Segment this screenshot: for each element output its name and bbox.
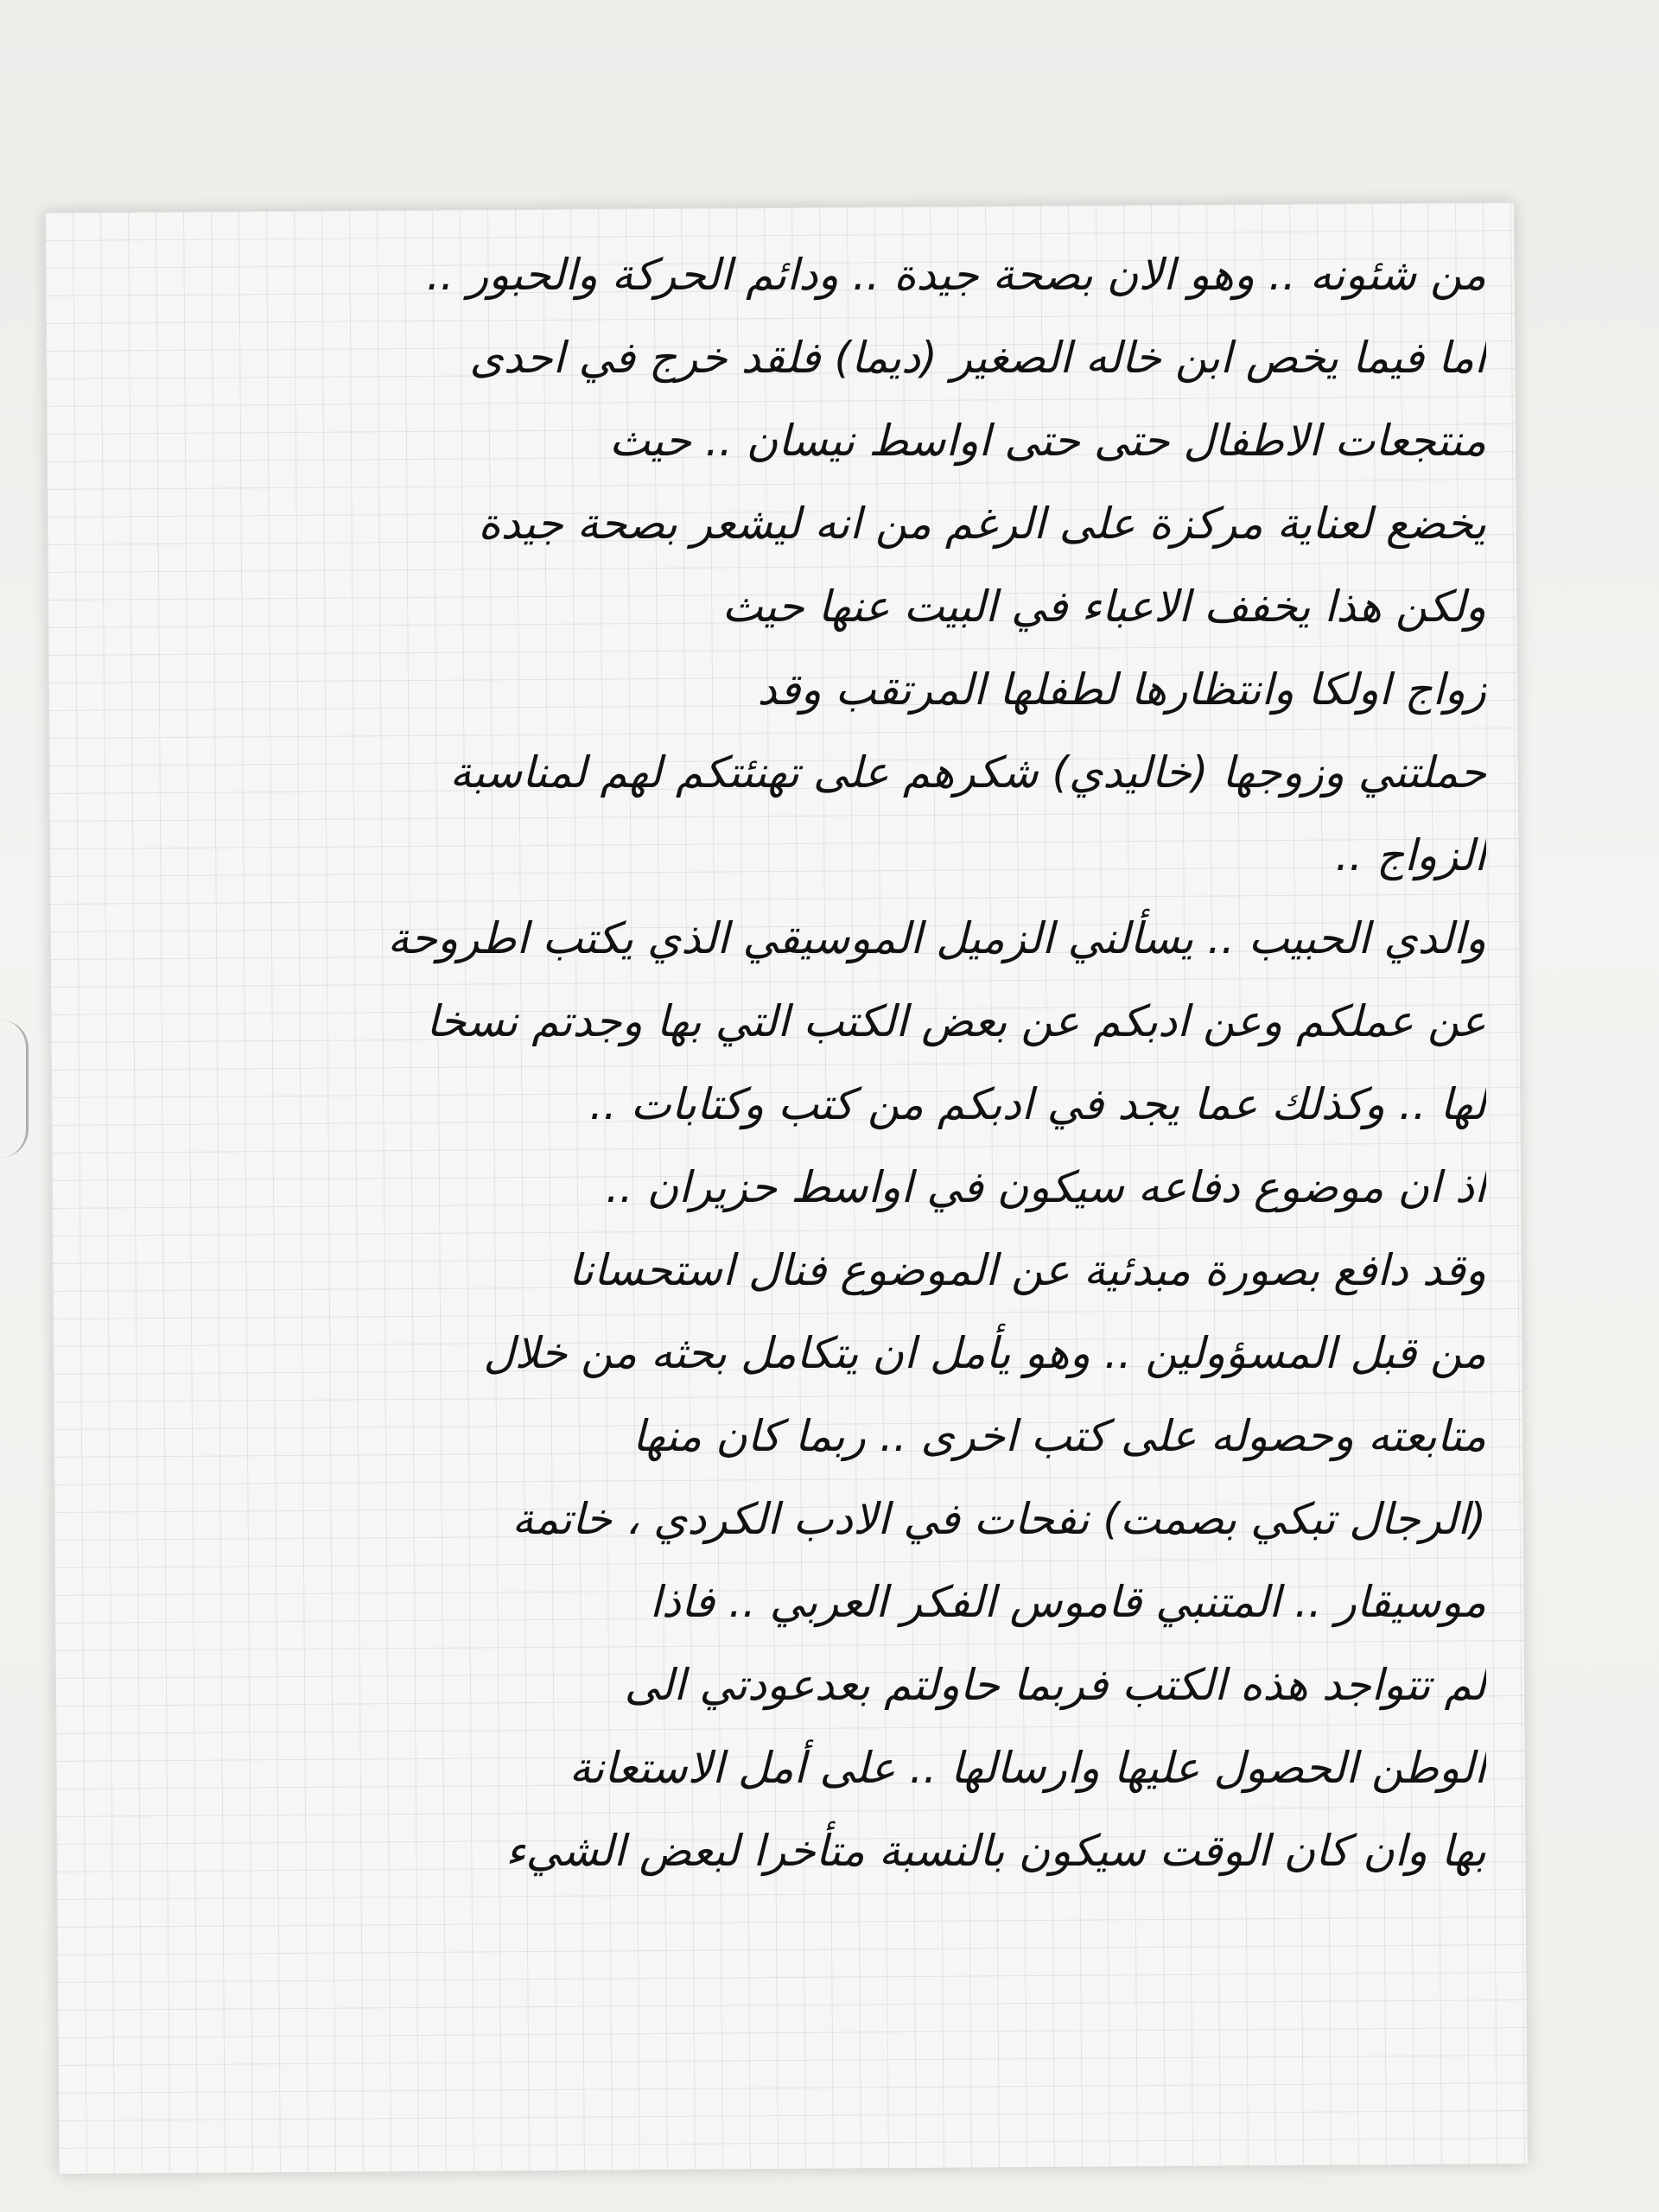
letter-line-3: منتجعات الاطفال حتى حتى اواسط نيسان .. حيث bbox=[608, 416, 1486, 466]
letter-line-20: بها وان كان الوقت سيكون بالنسبة متأخرا لبعض الشيء bbox=[505, 1826, 1486, 1876]
letter-line-14: من قبل المسؤولين .. وهو يأمل ان يتكامل بحثه من خلال bbox=[483, 1328, 1486, 1378]
letter-line-5: ولكن هذا يخفف الاعباء في البيت عنها حيث bbox=[721, 582, 1486, 632]
letter-line-12: اذ ان موضوع دفاعه سيكون في اواسط حزيران .. bbox=[605, 1162, 1486, 1212]
letter-line-8: الزواج .. bbox=[1335, 830, 1486, 880]
letter-line-7: حملتني وزوجها (خاليدي) شكرهم على تهنئتكم لهم لمناسبة bbox=[449, 747, 1486, 798]
letter-line-11: لها .. وكذلك عما يجد في ادبكم من كتب وكتابات .. bbox=[589, 1079, 1486, 1129]
letter-line-18: لم تتواجد هذه الكتب فربما حاولتم بعدعودتي الى bbox=[624, 1660, 1486, 1710]
letter-line-9: والدي الحبيب .. يسألني الزميل الموسيقي الذي يكتب اطروحة bbox=[387, 913, 1486, 963]
letter-line-16: (الرجال تبكي بصمت) نفحات في الادب الكردي ، خاتمة bbox=[512, 1494, 1486, 1544]
letter-line-13: وقد دافع بصورة مبدئية عن الموضوع فنال استحسانا bbox=[568, 1245, 1486, 1295]
letter-line-15: متابعته وحصوله على كتب اخرى .. ربما كان منها bbox=[632, 1411, 1486, 1461]
letter-line-17: موسيقار .. المتنبي قاموس الفكر العربي .. فاذا bbox=[649, 1577, 1486, 1627]
letter-line-19: الوطن الحصول عليها وارسالها .. على أمل الاستعانة bbox=[569, 1743, 1486, 1793]
letter-line-10: عن عملكم وعن ادبكم عن بعض الكتب التي بها وجدتم نسخا bbox=[426, 996, 1486, 1046]
letter-line-2: اما فيما يخص ابن خاله الصغير (ديما) فلقد خرج في احدى bbox=[469, 333, 1486, 383]
handwritten-letter-body bbox=[86, 233, 1486, 2152]
letter-line-6: زواج اولكا وانتظارها لطفلها المرتقب وقد bbox=[757, 664, 1486, 715]
letter-line-4: يخضع لعناية مركزة على الرغم من انه ليشعر بصحة جيدة bbox=[478, 499, 1486, 549]
letter-line-1: من شئونه .. وهو الان بصحة جيدة .. ودائم الحركة والحبور .. bbox=[426, 250, 1486, 300]
margin-pen-mark bbox=[0, 1020, 29, 1158]
